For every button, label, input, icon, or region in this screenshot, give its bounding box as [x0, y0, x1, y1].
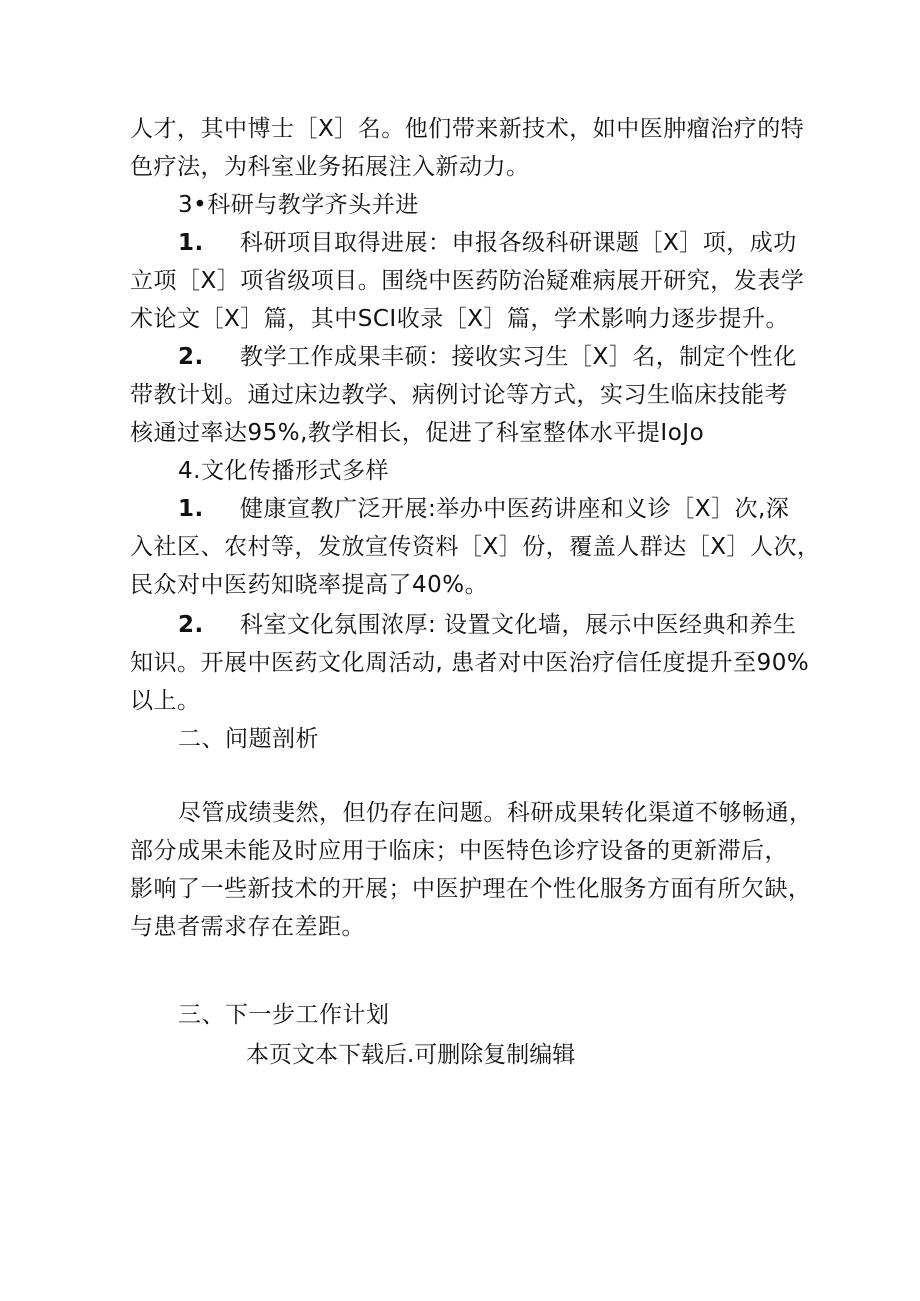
- paragraph-line: 尽管成绩斐然，但仍存在问题。科研成果转化渠道不够畅通，: [178, 800, 813, 826]
- list-item: [178, 342, 797, 372]
- paragraph-line: 影响了一些新技术的开展；中医护理在个性化服务方面有所欠缺，: [130, 876, 812, 902]
- list-item: [178, 494, 789, 524]
- paragraph-line: 与患者需求存在差距。: [130, 914, 365, 940]
- footer-note: 本页文本下载后.可删除复制编辑: [246, 1042, 576, 1068]
- list-item-text: 教学工作成果丰硕：接收实习生［X］名，制定个性化: [240, 344, 797, 370]
- list-number: 1.: [178, 496, 204, 522]
- list-item-text: 科研项目取得进展：申报各级科研课题［X］项，成功: [240, 230, 797, 256]
- list-item: [178, 610, 797, 640]
- section-heading-three: 三、下一步工作计划: [178, 1002, 390, 1028]
- paragraph-line: 色疗法，为科室业务拓展注入新动力。: [130, 154, 530, 180]
- list-item-text: 科室文化氛围浓厚: 设置文化墙，展示中医经典和养生: [240, 612, 797, 638]
- section-heading-3: 3•科研与教学齐头并进: [178, 192, 419, 218]
- paragraph-line: 人才，其中博士［X］名。他们带来新技术，如中医肿瘤治疗的特: [130, 116, 805, 142]
- section-heading-two: 二、问题剖析: [178, 726, 319, 752]
- paragraph-line: 民众对中医药知晓率提高了40%。: [130, 572, 489, 598]
- paragraph-line: 部分成果未能及时应用于临床；中医特色诊疗设备的更新滞后，: [130, 838, 788, 864]
- section-heading-4: 4.文化传播形式多样: [178, 458, 389, 484]
- list-number: 2.: [178, 612, 204, 638]
- list-number: 2.: [178, 344, 204, 370]
- paragraph-line: 知识。开展中医药文化周活动, 患者对中医治疗信任度提升至90%: [130, 650, 810, 676]
- list-item: [178, 228, 797, 258]
- list-number: 1.: [178, 230, 204, 256]
- paragraph-line: 带教计划。通过床边教学、病例讨论等方式，实习生临床技能考: [130, 382, 788, 408]
- paragraph-line: 立项［X］项省级项目。围绕中医药防治疑难病展开研究，发表学: [130, 268, 805, 294]
- list-item-text: 健康宣教广泛开展:举办中医药讲座和义诊［X］次,深: [240, 496, 790, 522]
- paragraph-line: 以上。: [130, 688, 201, 714]
- paragraph-line: 术论文［X］篇，其中SCI收录［X］篇，学术影响力逐步提升。: [130, 306, 789, 332]
- paragraph-line: 核通过率达95%,教学相长，促进了科室整体水平提IoJo: [130, 420, 705, 446]
- paragraph-line: 入社区、农村等，发放宣传资料［X］份，覆盖人群达［X］人次，: [130, 534, 821, 560]
